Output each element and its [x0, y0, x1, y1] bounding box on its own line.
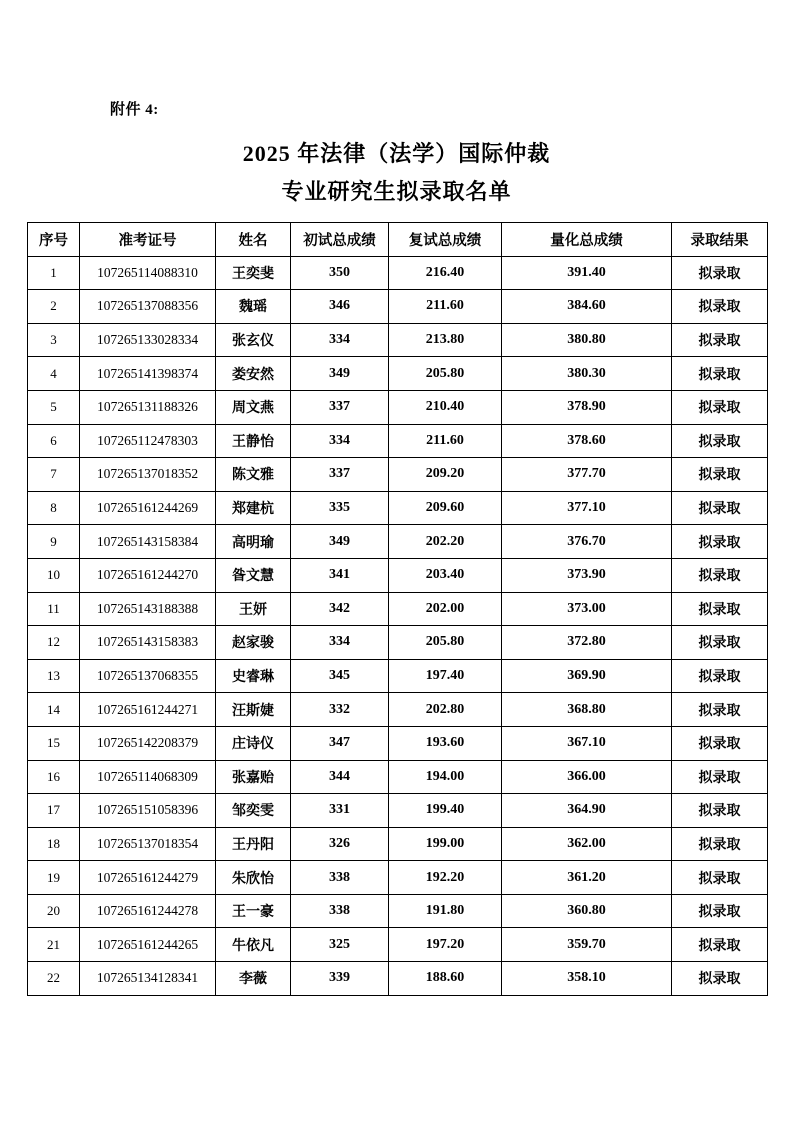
cell-ticket-number: 107265161244278	[80, 894, 216, 928]
column-header-initial-score: 初试总成绩	[291, 223, 389, 257]
cell-index: 14	[28, 693, 80, 727]
cell-index: 4	[28, 357, 80, 391]
cell-index: 22	[28, 962, 80, 996]
cell-ticket-number: 107265151058396	[80, 794, 216, 828]
cell-retest-score: 197.40	[389, 659, 502, 693]
cell-retest-score: 216.40	[389, 256, 502, 290]
cell-name: 王静怡	[216, 424, 291, 458]
cell-name: 魏瑶	[216, 290, 291, 324]
cell-weighted-total: 367.10	[502, 726, 672, 760]
cell-retest-score: 211.60	[389, 424, 502, 458]
cell-index: 13	[28, 659, 80, 693]
cell-name: 高明瑜	[216, 525, 291, 559]
cell-ticket-number: 107265137018352	[80, 458, 216, 492]
cell-initial-score: 341	[291, 558, 389, 592]
table-row	[28, 894, 768, 928]
cell-retest-score: 199.40	[389, 794, 502, 828]
cell-ticket-number: 107265114068309	[80, 760, 216, 794]
cell-index: 15	[28, 726, 80, 760]
cell-index: 6	[28, 424, 80, 458]
cell-weighted-total: 377.10	[502, 491, 672, 525]
cell-initial-score: 334	[291, 626, 389, 660]
cell-retest-score: 211.60	[389, 290, 502, 324]
table-header-row	[28, 223, 768, 257]
cell-retest-score: 205.80	[389, 626, 502, 660]
table-row	[28, 491, 768, 525]
table-body	[28, 256, 768, 995]
cell-ticket-number: 107265137018354	[80, 827, 216, 861]
cell-weighted-total: 378.90	[502, 390, 672, 424]
cell-admission-result: 拟录取	[672, 323, 768, 357]
table-row	[28, 323, 768, 357]
cell-admission-result: 拟录取	[672, 928, 768, 962]
table-row	[28, 861, 768, 895]
table-row	[28, 626, 768, 660]
cell-initial-score: 349	[291, 525, 389, 559]
table-row	[28, 760, 768, 794]
cell-retest-score: 202.00	[389, 592, 502, 626]
cell-ticket-number: 107265161244271	[80, 693, 216, 727]
cell-initial-score: 332	[291, 693, 389, 727]
page-title-line-2: 专业研究生拟录取名单	[281, 179, 512, 204]
cell-initial-score: 334	[291, 323, 389, 357]
table-row	[28, 424, 768, 458]
cell-ticket-number: 107265161244265	[80, 928, 216, 962]
cell-initial-score: 335	[291, 491, 389, 525]
cell-index: 18	[28, 827, 80, 861]
column-header-ticket-number: 准考证号	[80, 223, 216, 257]
cell-initial-score: 346	[291, 290, 389, 324]
cell-ticket-number: 107265137068355	[80, 659, 216, 693]
cell-name: 史睿琳	[216, 659, 291, 693]
roster-table	[27, 222, 768, 996]
cell-ticket-number: 107265161244279	[80, 861, 216, 895]
cell-initial-score: 349	[291, 357, 389, 391]
cell-admission-result: 拟录取	[672, 894, 768, 928]
table-row	[28, 558, 768, 592]
cell-admission-result: 拟录取	[672, 390, 768, 424]
cell-initial-score: 339	[291, 962, 389, 996]
cell-admission-result: 拟录取	[672, 256, 768, 290]
cell-retest-score: 193.60	[389, 726, 502, 760]
cell-admission-result: 拟录取	[672, 726, 768, 760]
cell-ticket-number: 107265114088310	[80, 256, 216, 290]
cell-ticket-number: 107265161244270	[80, 558, 216, 592]
cell-name: 牛依凡	[216, 928, 291, 962]
cell-index: 3	[28, 323, 80, 357]
cell-initial-score: 331	[291, 794, 389, 828]
cell-index: 19	[28, 861, 80, 895]
roster-table-container	[27, 222, 767, 996]
table-row	[28, 290, 768, 324]
cell-weighted-total: 372.80	[502, 626, 672, 660]
cell-retest-score: 213.80	[389, 323, 502, 357]
cell-admission-result: 拟录取	[672, 592, 768, 626]
cell-weighted-total: 391.40	[502, 256, 672, 290]
cell-initial-score: 350	[291, 256, 389, 290]
cell-weighted-total: 373.90	[502, 558, 672, 592]
cell-admission-result: 拟录取	[672, 962, 768, 996]
cell-initial-score: 344	[291, 760, 389, 794]
cell-weighted-total: 369.90	[502, 659, 672, 693]
cell-index: 17	[28, 794, 80, 828]
cell-initial-score: 337	[291, 458, 389, 492]
cell-retest-score: 188.60	[389, 962, 502, 996]
cell-weighted-total: 376.70	[502, 525, 672, 559]
cell-weighted-total: 358.10	[502, 962, 672, 996]
cell-weighted-total: 373.00	[502, 592, 672, 626]
cell-index: 9	[28, 525, 80, 559]
cell-name: 娄安然	[216, 357, 291, 391]
cell-retest-score: 192.20	[389, 861, 502, 895]
column-header-admission-result: 录取结果	[672, 223, 768, 257]
cell-ticket-number: 107265161244269	[80, 491, 216, 525]
cell-admission-result: 拟录取	[672, 760, 768, 794]
cell-ticket-number: 107265143158384	[80, 525, 216, 559]
cell-retest-score: 202.20	[389, 525, 502, 559]
cell-retest-score: 194.00	[389, 760, 502, 794]
cell-name: 赵家骏	[216, 626, 291, 660]
cell-weighted-total: 364.90	[502, 794, 672, 828]
attachment-label: 附件 4:	[110, 102, 159, 118]
cell-retest-score: 199.00	[389, 827, 502, 861]
cell-admission-result: 拟录取	[672, 827, 768, 861]
cell-name: 汪斯婕	[216, 693, 291, 727]
cell-admission-result: 拟录取	[672, 458, 768, 492]
cell-initial-score: 338	[291, 894, 389, 928]
column-header-index: 序号	[28, 223, 80, 257]
cell-ticket-number: 107265143158383	[80, 626, 216, 660]
cell-name: 周文燕	[216, 390, 291, 424]
cell-initial-score: 326	[291, 827, 389, 861]
cell-weighted-total: 361.20	[502, 861, 672, 895]
cell-weighted-total: 378.60	[502, 424, 672, 458]
cell-weighted-total: 380.30	[502, 357, 672, 391]
cell-ticket-number: 107265141398374	[80, 357, 216, 391]
cell-name: 李薇	[216, 962, 291, 996]
table-row	[28, 525, 768, 559]
cell-retest-score: 191.80	[389, 894, 502, 928]
cell-admission-result: 拟录取	[672, 626, 768, 660]
cell-initial-score: 345	[291, 659, 389, 693]
column-header-weighted-total: 量化总成绩	[502, 223, 672, 257]
cell-weighted-total: 380.80	[502, 323, 672, 357]
column-header-name: 姓名	[216, 223, 291, 257]
cell-ticket-number: 107265133028334	[80, 323, 216, 357]
cell-index: 1	[28, 256, 80, 290]
cell-admission-result: 拟录取	[672, 424, 768, 458]
cell-name: 张嘉贻	[216, 760, 291, 794]
cell-retest-score: 205.80	[389, 357, 502, 391]
cell-admission-result: 拟录取	[672, 693, 768, 727]
cell-name: 张玄仪	[216, 323, 291, 357]
cell-index: 11	[28, 592, 80, 626]
cell-ticket-number: 107265143188388	[80, 592, 216, 626]
cell-retest-score: 202.80	[389, 693, 502, 727]
cell-index: 10	[28, 558, 80, 592]
page-title-line-1: 2025 年法律（法学）国际仲裁	[242, 141, 551, 166]
table-row	[28, 256, 768, 290]
cell-ticket-number: 107265134128341	[80, 962, 216, 996]
cell-retest-score: 203.40	[389, 558, 502, 592]
table-row	[28, 794, 768, 828]
table-row	[28, 962, 768, 996]
cell-weighted-total: 362.00	[502, 827, 672, 861]
cell-admission-result: 拟录取	[672, 558, 768, 592]
table-row	[28, 726, 768, 760]
cell-name: 郑建杭	[216, 491, 291, 525]
table-row	[28, 928, 768, 962]
cell-weighted-total: 360.80	[502, 894, 672, 928]
cell-admission-result: 拟录取	[672, 659, 768, 693]
cell-name: 王奕斐	[216, 256, 291, 290]
cell-admission-result: 拟录取	[672, 491, 768, 525]
cell-name: 王一豪	[216, 894, 291, 928]
table-row	[28, 390, 768, 424]
cell-ticket-number: 107265137088356	[80, 290, 216, 324]
cell-admission-result: 拟录取	[672, 357, 768, 391]
cell-initial-score: 347	[291, 726, 389, 760]
cell-admission-result: 拟录取	[672, 290, 768, 324]
cell-initial-score: 338	[291, 861, 389, 895]
cell-weighted-total: 366.00	[502, 760, 672, 794]
cell-weighted-total: 368.80	[502, 693, 672, 727]
cell-weighted-total: 384.60	[502, 290, 672, 324]
cell-retest-score: 209.20	[389, 458, 502, 492]
page-title	[0, 135, 793, 211]
cell-index: 2	[28, 290, 80, 324]
cell-admission-result: 拟录取	[672, 525, 768, 559]
table-row	[28, 659, 768, 693]
cell-index: 20	[28, 894, 80, 928]
column-header-retest-score: 复试总成绩	[389, 223, 502, 257]
cell-initial-score: 334	[291, 424, 389, 458]
cell-index: 16	[28, 760, 80, 794]
cell-name: 王丹阳	[216, 827, 291, 861]
cell-initial-score: 342	[291, 592, 389, 626]
cell-index: 8	[28, 491, 80, 525]
cell-name: 邹奕雯	[216, 794, 291, 828]
cell-name: 陈文雅	[216, 458, 291, 492]
table-header	[28, 223, 768, 257]
table-row	[28, 592, 768, 626]
cell-retest-score: 210.40	[389, 390, 502, 424]
cell-name: 王妍	[216, 592, 291, 626]
cell-ticket-number: 107265112478303	[80, 424, 216, 458]
cell-retest-score: 209.60	[389, 491, 502, 525]
cell-weighted-total: 377.70	[502, 458, 672, 492]
cell-weighted-total: 359.70	[502, 928, 672, 962]
cell-initial-score: 337	[291, 390, 389, 424]
table-row	[28, 458, 768, 492]
cell-index: 12	[28, 626, 80, 660]
cell-index: 21	[28, 928, 80, 962]
cell-index: 7	[28, 458, 80, 492]
cell-name: 昝文慧	[216, 558, 291, 592]
table-row	[28, 693, 768, 727]
cell-ticket-number: 107265142208379	[80, 726, 216, 760]
cell-ticket-number: 107265131188326	[80, 390, 216, 424]
cell-retest-score: 197.20	[389, 928, 502, 962]
cell-index: 5	[28, 390, 80, 424]
cell-admission-result: 拟录取	[672, 794, 768, 828]
cell-admission-result: 拟录取	[672, 861, 768, 895]
cell-initial-score: 325	[291, 928, 389, 962]
cell-name: 庄诗仪	[216, 726, 291, 760]
cell-name: 朱欣怡	[216, 861, 291, 895]
table-row	[28, 357, 768, 391]
table-row	[28, 827, 768, 861]
